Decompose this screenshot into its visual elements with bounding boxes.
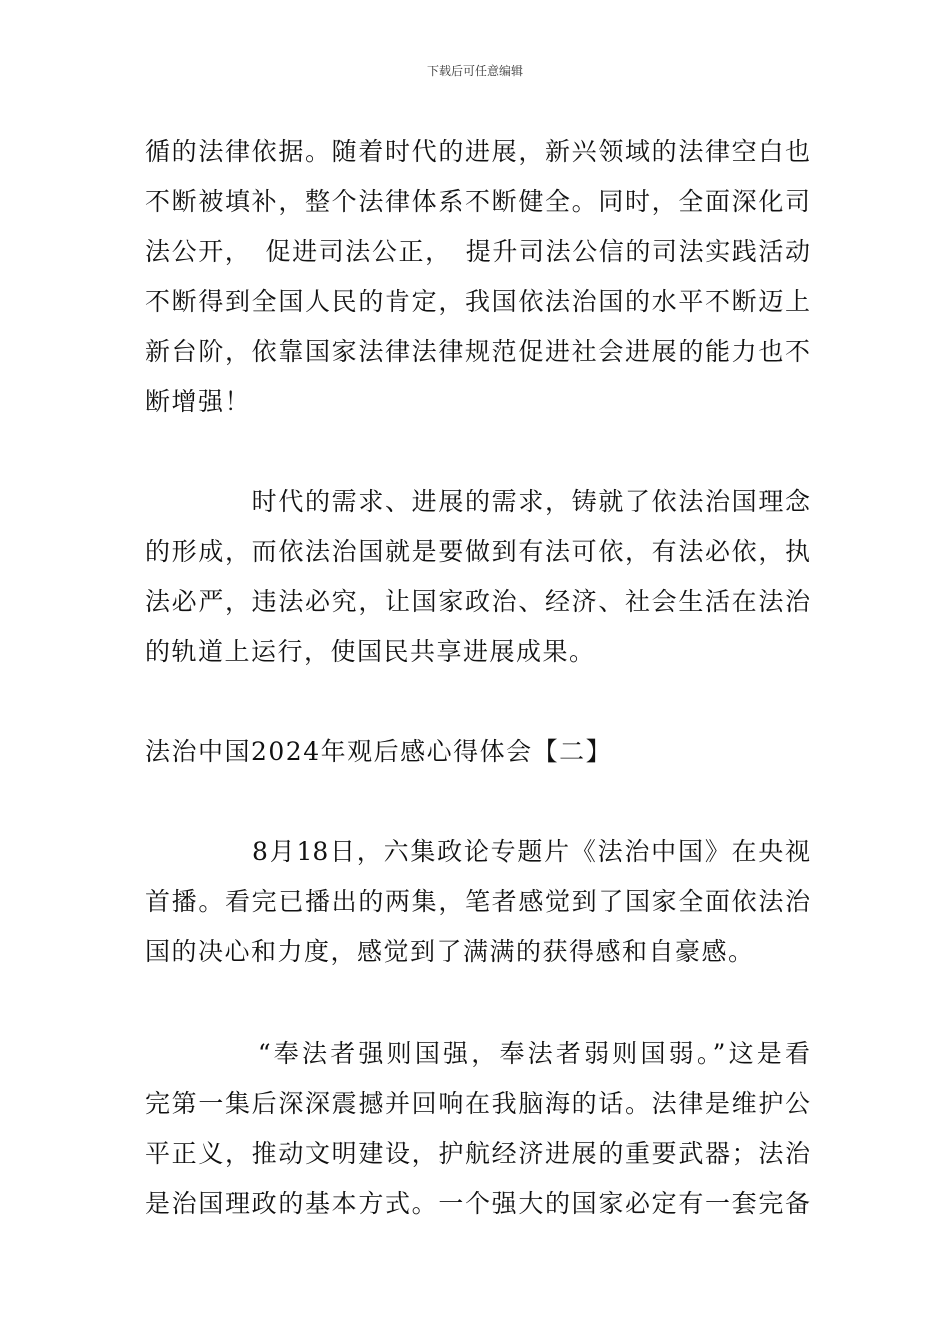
text-line: 不断被填补，整个法律体系不断健全。同时，全面深化司 [145, 187, 810, 216]
text-line: 的轨道上运行，使国民共享进展成果。 [145, 637, 596, 666]
text-line: 完第一集后深深震撼并回响在我脑海的话。法律是维护公 [145, 1089, 810, 1118]
text-line: 国的决心和力度，感觉到了满满的获得感和自豪感。 [145, 937, 755, 966]
paragraph [145, 1029, 810, 1229]
text-line: 循的法律依据。随着时代的进展，新兴领域的法律空白也 [145, 137, 810, 166]
text-line: 断增强！ [145, 387, 252, 416]
paragraph [145, 477, 810, 677]
section-heading [145, 727, 810, 777]
paragraph [145, 827, 810, 977]
paragraph [145, 127, 810, 427]
text-line: 法必严，违法必究，让国家政治、经济、社会生活在法治 [145, 587, 810, 616]
text-line: 新台阶，依靠国家法律法律规范促进社会进展的能力也不 [145, 337, 810, 366]
text-line: “奉法者强则国强，奉法者弱则国弱。”这是看 [145, 1039, 810, 1068]
page-header: 下载后可任意编辑 [426, 64, 523, 78]
text-line: 的形成，而依法治国就是要做到有法可依，有法必依，执 [145, 537, 810, 566]
text-line: 时代的需求、进展的需求，铸就了依法治国理念 [145, 487, 810, 516]
text-line: 8月18日，六集政论专题片《法治中国》在央视 [145, 837, 810, 866]
text-line: 法公开， 促进司法公正， 提升司法公信的司法实践活动 [145, 237, 810, 266]
text-line: 平正义，推动文明建设，护航经济进展的重要武器；法治 [145, 1139, 810, 1168]
text-line: 首播。看完已播出的两集，笔者感觉到了国家全面依法治 [145, 887, 810, 916]
document-body [145, 127, 810, 1229]
heading-line: 法治中国2024年观后感心得体会【二】 [145, 737, 613, 766]
text-line: 是治国理政的基本方式。一个强大的国家必定有一套完备 [145, 1189, 810, 1218]
text-line: 不断得到全国人民的肯定，我国依法治国的水平不断迈上 [145, 287, 810, 316]
